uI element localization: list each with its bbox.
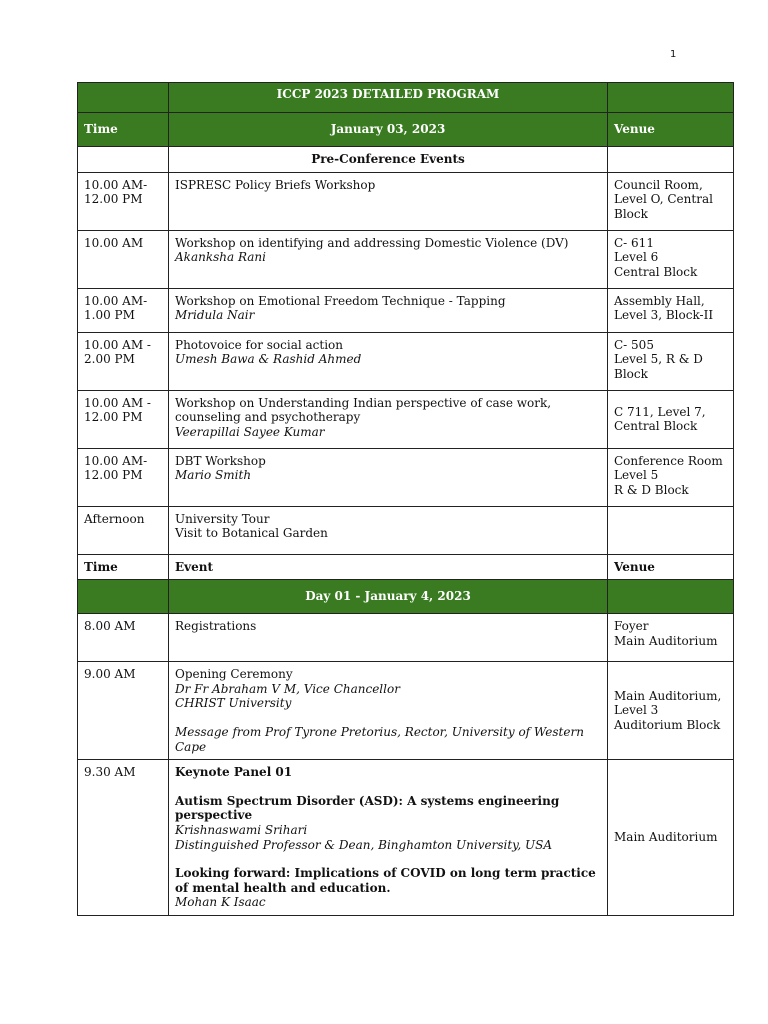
keynote-talk1-speaker: Krishnaswami Srihari: [175, 822, 308, 837]
registration-row: [78, 614, 734, 662]
section-row: [78, 147, 734, 173]
row-event: Workshop on Understanding Indian perspective of case work, counseling and psychotherapy: [175, 395, 552, 425]
event-row: [78, 506, 734, 554]
event-row: [78, 448, 734, 506]
program-table: [77, 82, 734, 916]
keynote-row: [78, 760, 734, 916]
event-row: [78, 230, 734, 288]
row-venue: Council Room, Level O, Central Block: [608, 172, 734, 230]
row-venue: Foyer Main Auditorium: [608, 614, 734, 662]
title-row: [78, 83, 734, 113]
opening-presenter: Dr Fr Abraham V M, Vice Chancellor: [175, 681, 400, 696]
row-venue: Main Auditorium, Level 3 Auditorium Block: [608, 662, 734, 760]
row-venue: C- 505 Level 5, R & D Block: [608, 332, 734, 390]
row-time: 8.00 AM: [78, 614, 169, 662]
row-venue: C 711, Level 7, Central Block: [608, 390, 734, 448]
row-time: 10.00 AM- 12.00 PM: [78, 448, 169, 506]
opening-event: Opening Ceremony: [175, 667, 293, 682]
row-venue: Assembly Hall, Level 3, Block-II: [608, 288, 734, 332]
pre-conference-rows: [78, 172, 734, 554]
row-venue: Conference Room Level 5 R & D Block: [608, 448, 734, 506]
row-time: 10.00 AM: [78, 230, 169, 288]
subheader-time: Time: [78, 554, 169, 580]
time-header: Time: [78, 113, 169, 147]
row-event: University Tour Visit to Botanical Garden: [175, 511, 328, 541]
row-event-cell: [169, 332, 608, 390]
subheader-venue: Venue: [608, 554, 734, 580]
row-event-cell: [169, 760, 608, 916]
row-time: Afternoon: [78, 506, 169, 554]
venue-header: Venue: [608, 113, 734, 147]
day1-header-row: [78, 580, 734, 614]
row-presenter: Mridula Nair: [175, 308, 255, 323]
keynote-talk2-title: Looking forward: Implications of COVID on long term practice of mental health and education.: [175, 866, 596, 895]
row-presenter: Umesh Bawa & Rashid Ahmed: [175, 352, 362, 367]
row-event: DBT Workshop: [175, 453, 266, 468]
row-presenter: Mario Smith: [175, 468, 252, 483]
subheader-row: [78, 554, 734, 580]
subheader-event: Event: [169, 554, 608, 580]
day0-header-row: [78, 113, 734, 147]
row-event-cell: [169, 230, 608, 288]
row-event-cell: [169, 448, 608, 506]
row-event-cell: [169, 288, 608, 332]
row-venue: C- 611 Level 6 Central Block: [608, 230, 734, 288]
row-event: Photovoice for social action: [175, 337, 344, 352]
row-time: 10.00 AM - 12.00 PM: [78, 390, 169, 448]
event-row: [78, 390, 734, 448]
opening-affiliation: CHRIST University: [175, 696, 292, 711]
row-venue: Main Auditorium: [608, 760, 734, 916]
row-time: 9.00 AM: [78, 662, 169, 760]
row-presenter: Veerapillai Sayee Kumar: [175, 424, 325, 439]
opening-row: [78, 662, 734, 760]
event-row: [78, 332, 734, 390]
row-event-cell: [169, 662, 608, 760]
row-presenter: Akanksha Rani: [175, 250, 266, 265]
row-event: ISPRESC Policy Briefs Workshop: [175, 177, 376, 192]
row-event: Workshop on Emotional Freedom Technique - Tapping: [175, 293, 506, 308]
page-number: 1: [670, 49, 677, 60]
row-event: Registrations: [169, 614, 608, 662]
row-time: 9.30 AM: [78, 760, 169, 916]
event-row: [78, 288, 734, 332]
row-event-cell: [169, 506, 608, 554]
keynote-talk1-affiliation: Distinguished Professor & Dean, Binghamton University, USA: [175, 837, 552, 852]
event-row: [78, 172, 734, 230]
row-time: 10.00 AM- 1.00 PM: [78, 288, 169, 332]
row-time: 10.00 AM- 12.00 PM: [78, 172, 169, 230]
keynote-talk1-title: Autism Spectrum Disorder (ASD): A systems engineering perspective: [175, 793, 560, 823]
row-venue: [608, 506, 734, 554]
program-title: ICCP 2023 DETAILED PROGRAM: [169, 83, 608, 113]
date-header: January 03, 2023: [169, 113, 608, 147]
row-event-cell: [169, 390, 608, 448]
row-time: 10.00 AM - 2.00 PM: [78, 332, 169, 390]
keynote-panel-title: Keynote Panel 01: [175, 765, 293, 780]
row-event: Workshop on identifying and addressing Domestic Violence (DV): [175, 235, 569, 250]
keynote-talk2-speaker: Mohan K Isaac: [175, 895, 266, 910]
opening-message: Message from Prof Tyrone Pretorius, Rector, University of Western Cape: [175, 724, 584, 754]
section-title: Pre-Conference Events: [169, 147, 608, 173]
day1-title: Day 01 - January 4, 2023: [169, 580, 608, 614]
row-event-cell: [169, 172, 608, 230]
